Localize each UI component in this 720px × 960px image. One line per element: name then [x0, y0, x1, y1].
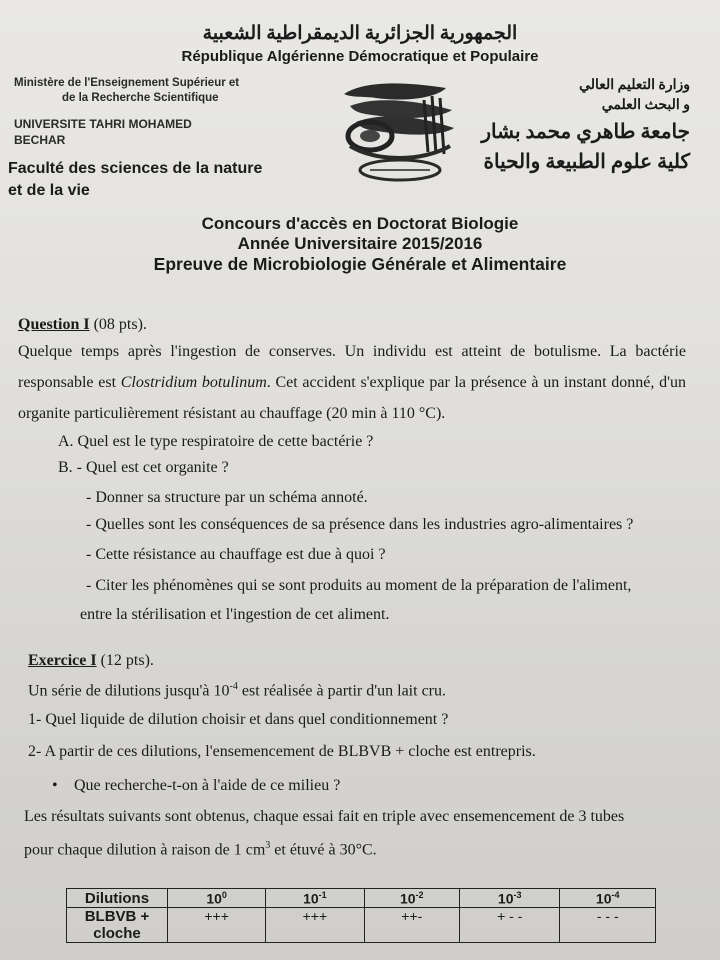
table-cell-result: - - - [560, 908, 656, 943]
table-cell-dilution: $10^{-2}$ [364, 889, 460, 908]
table-cell-dilution: $10^{-1}$ [266, 889, 364, 908]
exercise-1-bullet-item: • Que recherche-t-on à l'aide de ce milieu ? [52, 777, 341, 794]
exam-title-1: Concours d'accès en Doctorat Biologie [201, 214, 519, 233]
table-cell-dilution: $10^0$ [168, 889, 266, 908]
exercise-1-heading: Exercice I (12 pts). [28, 652, 154, 669]
table-row-dilutions [67, 889, 656, 908]
question-1-sub-1: - Donner sa structure par un schéma annoté. [86, 489, 368, 506]
question-1-item-b: B. - Quel est cet organite ? [58, 459, 229, 476]
table-cell-result: +++ [266, 908, 364, 943]
exam-titles [0, 214, 720, 274]
table-header-blbvb: BLBVB + cloche [67, 908, 168, 943]
results-table [66, 888, 656, 943]
exercise-1-question-1: 1- Quel liquide de dilution choisir et dans quel conditionnement ? [28, 711, 449, 728]
question-1-sub-2: - Quelles sont les conséquences de sa présence dans les industries agro-alimentaires ? [86, 516, 634, 533]
ministry-name: Ministère de l'Enseignement Supérieur et de la Recherche Scientifique [14, 77, 240, 104]
table-header-dilutions: Dilutions [67, 889, 168, 908]
exercise-1-line-1: Un série de dilutions jusqu'à $10^{-4}$ est réalisée à partir d'un lait cru. [28, 681, 446, 700]
university-logo-icon [336, 76, 464, 186]
table-cell-result: +++ [168, 908, 266, 943]
question-1-sub-4: - Citer les phénomènes qui se sont produits au moment de la préparation de l'aliment, [86, 577, 632, 594]
exam-title-2: Année Universitaire 2015/2016 [237, 234, 483, 253]
exercise-1-results-line-2: pour chaque dilution à raison de 1 $cm^3$ et étuvé à 30°C. [24, 840, 377, 859]
table-cell-result: ++- [364, 908, 460, 943]
bullet-icon: • [52, 777, 58, 794]
university-name: UNIVERSITE TAHRI MOHAMED BECHAR [14, 117, 192, 147]
exam-title-3: Epreuve de Microbiologie Générale et Alimentaire [153, 254, 567, 274]
table-cell-dilution: $10^{-4}$ [560, 889, 656, 908]
table-cell-dilution: $10^{-3}$ [460, 889, 560, 908]
question-1-item-a: A. Quel est le type respiratoire de cette bactérie ? [58, 433, 374, 450]
exercise-1-results-line-1: Les résultats suivants sont obtenus, chaque essai fait en triple avec ensemencement de 3 tubes [24, 808, 625, 825]
french-republic-heading: République Algérienne Démocratique et Populaire [181, 48, 539, 65]
exercise-1-question-2: 2- A partir de ces dilutions, l'ensemencement de BLBVB + cloche est entrepris. [28, 743, 536, 760]
arabic-republic-heading: الجمهورية الجزائرية الديمقراطية الشعبية [202, 23, 518, 44]
question-1-heading: Question I (08 pts). [18, 316, 147, 333]
faculty-name: Faculté des sciences de la nature et de la vie [8, 160, 263, 199]
table-cell-result: + - - [460, 908, 560, 943]
table-row-blbvb [67, 908, 656, 943]
question-1-paragraph: Quelque temps après l'ingestion de conserves. Un individu est atteint de botulisme. La bactérie responsable est Clostridium botulinum. Cet accident s'explique par la présence à un instant donné, d'un organite particulièrement résistant au chauffage (20 min à 110 °C). [18, 343, 686, 422]
arabic-institution-block: وزارة التعليم العالي و البحث العلمي جامعة طاهري محمد بشار كلية علوم الطبيعة والحياة [481, 78, 690, 173]
question-1-sub-3: - Cette résistance au chauffage est due à quoi ? [86, 546, 386, 563]
question-1-sub-4-cont: entre la stérilisation et l'ingestion de cet aliment. [80, 606, 390, 623]
